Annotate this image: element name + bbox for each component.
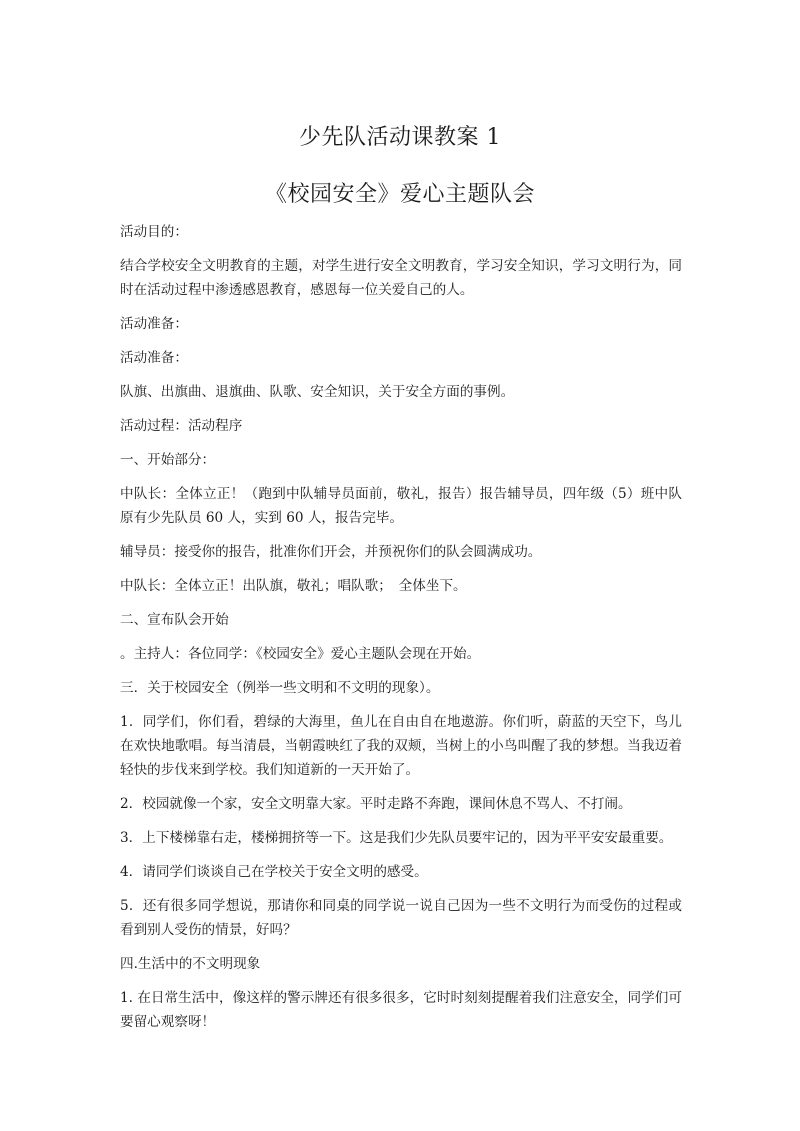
paragraph-preparation-items: 队旗、出旗曲、退旗曲、队歌、安全知识，关于安全方面的事例。 <box>120 384 515 400</box>
paragraph-item-3: 3．上下楼梯靠右走，楼梯拥挤等一下。这是我们少先队员要牢记的，因为平平安安最重要。 <box>120 830 673 846</box>
paragraph-squad-leader-commands: 中队长：全体立正！出队旗，敬礼；唱队歌； 全体坐下。 <box>120 578 467 594</box>
paragraph-item-5: 5．还有很多同学想说，那请你和同桌的同学说一说自己因为一些不文明行为而受伤的过程或看到别人受伤的情景，好吗？ <box>120 898 682 938</box>
paragraph-squad-leader-report: 中队长：全体立正！（跑到中队辅导员面前，敬礼，报告）报告辅导员，四年级（5）班中队原有少先队员 60 人，实到 60 人，报告完毕。 <box>120 486 682 526</box>
document-body <box>120 220 682 1034</box>
document-subtitle: 《校园安全》爱心主题队会 <box>264 182 535 207</box>
paragraph-section-3-heading: 三．关于校园安全（例举一些文明和不文明的现象）。 <box>120 680 440 696</box>
paragraph-section-1-heading: 一、开始部分： <box>120 452 216 468</box>
paragraph-preparation-heading: 活动准备： <box>120 316 188 332</box>
paragraph-item-4: 4．请同学们谈谈自己在学校关于安全文明的感受。 <box>120 864 428 880</box>
paragraph-counselor-reply: 辅导员：接受你的报告，批准你们开会，并预祝你们的队会圆满成功。 <box>120 544 542 560</box>
paragraph-preparation-heading-2: 活动准备： <box>120 350 188 366</box>
paragraph-section-4-item-1: 1. 在日常生活中，像这样的警示牌还有很多很多，它时时刻刻提醒着我们注意安全，同学们可要留心观察呀！ <box>120 990 682 1030</box>
paragraph-section-2-heading: 二、宣布队会开始 <box>120 612 229 628</box>
paragraph-purpose-heading: 活动目的： <box>120 224 188 240</box>
paragraph-host-opening: 。主持人：各位同学：《校园安全》爱心主题队会现在开始。 <box>120 646 481 662</box>
paragraph-item-1: 1．同学们，你们看，碧绿的大海里，鱼儿在自由自在地遨游。你们听，蔚蓝的天空下，鸟儿在欢快地歌唱。每当清晨，当朝霞映红了我的双颊，当树上的小鸟叫醒了我的梦想。当我迈着轻快的步伐来到学校。我们知道新的一天开始了。 <box>120 714 682 778</box>
paragraph-section-4-heading: 四.生活中的不文明现象 <box>120 956 261 972</box>
paragraph-process-heading: 活动过程：活动程序 <box>120 418 243 434</box>
paragraph-purpose-text: 结合学校安全文明教育的主题，对学生进行安全文明教育，学习安全知识，学习文明行为，同时在活动过程中渗透感恩教育，感恩每一位关爱自己的人。 <box>120 258 682 298</box>
document-title: 少先队活动课教案 1 <box>299 125 501 150</box>
paragraph-item-2: 2．校园就像一个家，安全文明靠大家。平时走路不奔跑，课间休息不骂人、不打闹。 <box>120 796 632 812</box>
